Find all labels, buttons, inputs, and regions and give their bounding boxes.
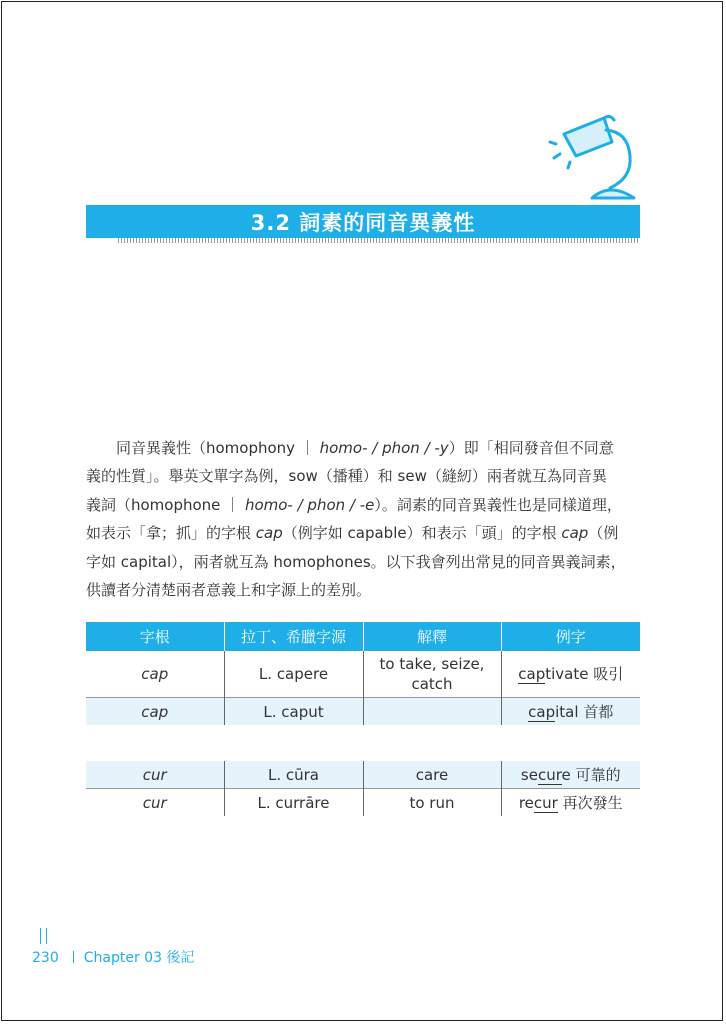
page-footer — [32, 947, 194, 967]
root-highlight: cur — [537, 765, 562, 784]
paragraph-line-1: 同音異義性（homophony ｜ homo- / phon / -y）即「相同發音但不同意 — [116, 439, 614, 457]
header-source: 拉丁、希臘字源 — [224, 622, 363, 651]
example-cell: capital 首都 — [501, 698, 640, 726]
section-title-bar — [86, 205, 640, 238]
source-cell: L. caput — [224, 698, 363, 726]
source-cell: L. currāre — [224, 789, 363, 817]
title-underline-rule — [118, 238, 640, 243]
chapter-label: Chapter 03 後記 — [83, 950, 195, 966]
homophone-roots-table — [86, 622, 640, 816]
paragraph-line-4: 如表示「拿；抓」的字根 cap（例字如 capable）和表示「頭」的字根 cap（例 — [86, 524, 619, 543]
paragraph-line-3: 義詞（homophone ｜ homo- / phon / -e）。詞素的同音異義性也是同樣道理， — [86, 495, 622, 514]
source-cell: L. capere — [224, 651, 363, 698]
root-highlight: cap — [518, 665, 546, 683]
table-row — [86, 761, 640, 789]
root-italic: cap — [255, 524, 283, 543]
root-highlight: cap — [528, 702, 556, 721]
etymology-italic: homo- / phon / -e — [244, 495, 375, 514]
paragraph-line-6: 供讀者分清楚兩者意義上和字源上的差別。 — [86, 581, 372, 600]
footer-divider — [73, 951, 74, 963]
meaning-cell: to run — [363, 789, 501, 817]
meaning-cell: to take, seize, catch — [363, 651, 501, 698]
header-example: 例字 — [501, 622, 640, 651]
example-cell: secure 可靠的 — [501, 761, 640, 789]
example-cell: captivate 吸引 — [501, 651, 640, 698]
desk-lamp-icon — [548, 112, 638, 204]
header-meaning: 解釋 — [363, 622, 501, 651]
root-cell: cap — [86, 651, 224, 698]
section-title: 3.2 詞素的同音異義性 — [250, 210, 476, 235]
table-group-gap — [86, 725, 640, 761]
table-row — [86, 789, 640, 817]
table-header-row — [86, 622, 640, 651]
meaning-cell: care — [363, 761, 501, 789]
folio-mark — [40, 928, 47, 944]
root-cell: cap — [86, 698, 224, 726]
example-cell: recur 再次發生 — [501, 789, 640, 817]
paragraph-line-2: 義的性質」。舉英文單字為例，sow（播種）和 sew（縫紉）兩者就互為同音異 — [86, 467, 607, 486]
meaning-cell — [363, 698, 501, 726]
paragraph-line-5: 字如 capital），兩者就互為 homophones。以下我會列出常見的同音異義詞素， — [86, 552, 626, 571]
root-highlight: cur — [533, 793, 558, 812]
table-row — [86, 651, 640, 698]
source-cell: L. cūra — [224, 761, 363, 789]
root-italic: cap — [561, 524, 589, 543]
etymology-italic: homo- / phon / -y — [319, 439, 449, 457]
table-row — [86, 698, 640, 726]
intro-paragraph — [86, 434, 642, 604]
root-cell: cur — [86, 789, 224, 817]
header-root: 字根 — [86, 622, 224, 651]
page-number: 230 — [32, 950, 59, 966]
root-cell: cur — [86, 761, 224, 789]
